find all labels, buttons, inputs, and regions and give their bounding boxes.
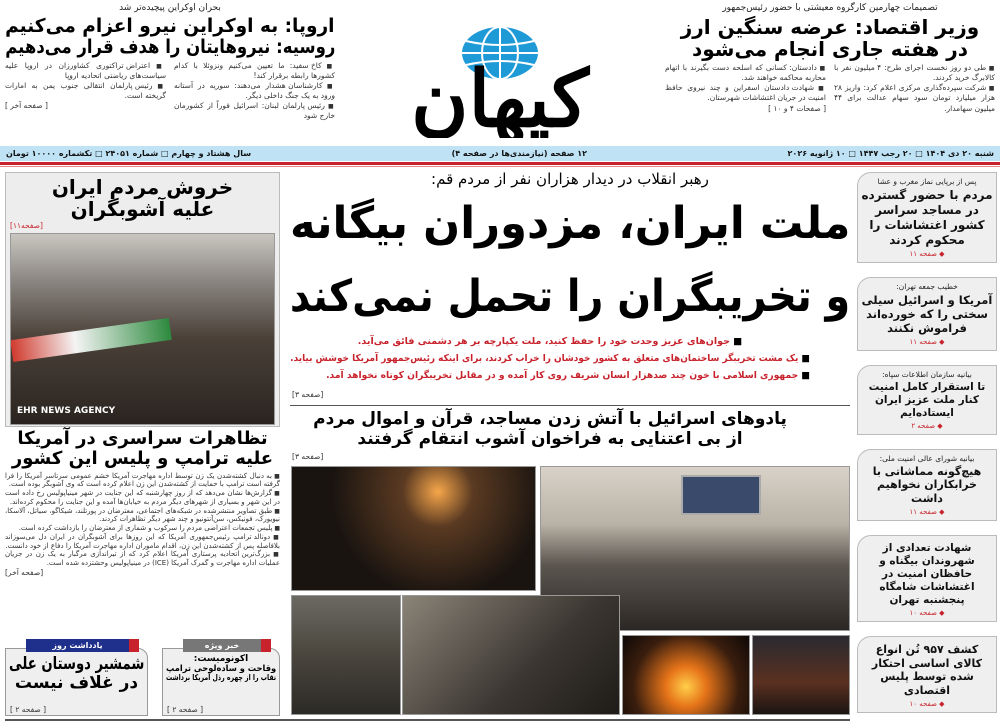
editorial-headline-2: در غلاف نیست (14, 672, 139, 693)
right-card-hoarding[interactable] (857, 636, 997, 713)
second-headline-2: از بی اعتنایی به فراخوان آشوب انتقام گرفتند (357, 428, 743, 449)
page-ref[interactable]: [صفحه آخر] (5, 567, 44, 577)
photo-street-damage (291, 595, 401, 715)
card-kicker: خطیب جمعه تهران: (896, 281, 958, 291)
page-ref[interactable]: [ صفحه ۲ ] (167, 705, 204, 714)
special-kicker: اکونومیست: (193, 654, 249, 664)
photo-burned-bus (752, 635, 850, 715)
photo-protest-crowd (10, 233, 275, 425)
card-title: کشف ۹۵۷ تُن انواع کالای اساسی احتکار شده توسط پلیس اقتصادی (871, 642, 983, 698)
page-ref[interactable]: [ صفحه ۲ ] (10, 705, 47, 714)
card-kicker: بیانیه سازمان اطلاعات سپاه: (882, 369, 972, 379)
box-headline-1: خروش مردم ایران (51, 175, 234, 199)
bullet: ■ کارشناسان هشدار می‌دهند: سوریه در آستانه ورود به یک جنگ داخلی دیگر. (174, 81, 335, 101)
bullet: ■ بزرگ‌ترین اتحادیه پرستاری آمریکا اعلام کرد که از تیراندازی مرگبار به یک زن در جریان عملیات اداره مهاجرت و گمرک آمریکا (ICE) در مینیاپولیس وحشتزده شده است. (5, 550, 280, 568)
bullet: ■ رئیس پارلمان لبنان: اسرائیل فوراً از کشورمان خارج شود (174, 101, 335, 121)
right-column (857, 172, 997, 713)
right-card-friday-prayer[interactable] (857, 277, 997, 351)
card-page: ◆ صفحه ۱۱ (861, 338, 993, 346)
bullet: ■ شرکت سپرده‌گذاری مرکزی اعلام کرد: واریز ۲۸ هزار میلیارد تومان سود سهام عدالت برای ۴۴ میلیون سهامدار. (834, 83, 995, 113)
bullet: ■ شهادت دادستان اسفراین و چند نیروی حافظ امنیت در جریان اغتشاشات شهرستان. (665, 83, 826, 103)
card-title: مردم با حضور گسترده در مساجد سراسر کشور اغتشاشات را محکوم کردند (861, 188, 993, 247)
page-ref[interactable]: [ صفحه آخر ] (5, 101, 48, 111)
date: شنبه ۲۰ دی ۱۴۰۴ □ ۲۰ رجب ۱۴۴۷ □ ۱۰ ژانویه ۲۰۲۶ (787, 149, 994, 158)
masthead-logo (345, 8, 655, 138)
card-page: ◆ صفحه ۱۱ (861, 508, 993, 516)
headline-1: تظاهرات سراسری در آمریکا (17, 428, 268, 449)
special-tag: خبر ویژه (183, 639, 271, 652)
divider (5, 719, 850, 721)
card-kicker: بیانیه شورای عالی امنیت ملی: (879, 453, 975, 463)
editorial-box[interactable] (5, 641, 148, 716)
second-story[interactable] (290, 410, 850, 449)
special-headline-1: وقاحت و ساده‌لوحی ترامپ (165, 663, 276, 674)
card-kicker: پس از برپایی نماز مغرب و عشا (877, 177, 977, 186)
page-ref[interactable]: [صفحه۱۱] (10, 221, 43, 230)
card-page: ◆ صفحه ۱۱ (861, 250, 993, 258)
bullet: ■ پلیس تجمعات اعتراضی مردم را سرکوب و شماری از معترضان را بازداشت کرده است. (5, 524, 280, 533)
main-kicker: رهبر انقلاب در دیدار هزاران نفر از مردم قم: (431, 170, 709, 188)
headline-2: روسیه: نیروهایتان را هدف قرار می‌دهیم (4, 35, 335, 58)
right-card-martyrs[interactable] (857, 535, 997, 623)
divider (290, 405, 850, 406)
editorial-headline-1: شمشیر دوستان علی (8, 654, 144, 674)
headline-1: وزیر اقتصاد: عرضه سنگین ارز (680, 15, 980, 39)
issue-info: سال هشتاد و چهارم □ شماره ۲۴۰۵۱ □ تکشماره ۱۰۰۰۰ تومان (6, 149, 252, 158)
editorial-tag: یادداشت روز (26, 639, 139, 652)
page-ref[interactable]: [ صفحات ۴ و ۱۰ ] (768, 103, 826, 113)
page-ref[interactable]: [صفحه ۳] (292, 452, 324, 461)
bullet: ■ دونالد ترامپ رئیس‌جمهوری آمریکا که این روزها برای آشوبگران در ایران دل می‌سوزاند بلافاصله پس از کشته‌شدن این زن، اقدام ماموران اداره مهاجرت آمریکا را دفاع از خود دانست. (5, 533, 280, 551)
top-right-story[interactable] (665, 3, 995, 144)
pages-info: ۱۲ صفحه (نیازمندی‌ها در صفحه ۴) (451, 149, 588, 158)
special-news-box[interactable] (162, 641, 280, 716)
top-left-story[interactable] (5, 3, 335, 144)
watermark: EHR NEWS AGENCY (17, 406, 116, 416)
card-page: ◆ صفحه ۱۰ (861, 609, 993, 617)
main-story[interactable] (290, 170, 850, 384)
bullet: ■ جوان‌های عزیز وحدت خود را حفظ کنید، ملت یکپارچه بر هر دشمنی فائق می‌آید. (358, 333, 742, 350)
main-headline-2: و تخریبگران را تحمل نمی‌کند (289, 270, 850, 322)
right-card-security-council[interactable] (857, 449, 997, 521)
bullet: ■ کاخ سفید: ما تعیین می‌کنیم ونزوئلا با کدام کشورها رابطه برقرار کند! (174, 61, 335, 81)
kicker: تصمیمات چهارمین کارگروه معیشتی با حضور رئیس‌جمهور (722, 3, 938, 13)
headline-2: در هفته جاری انجام می‌شود (692, 37, 968, 61)
us-protest-story[interactable] (5, 429, 280, 577)
bullet: ■ دادستان: کسانی که اسلحه دست بگیرند با اتهام محاربه محاکمه خواهند شد. (665, 63, 826, 83)
photo-burned-interior (402, 595, 620, 715)
card-page: ◆ صفحه ۱۰ (861, 700, 993, 708)
card-title: تا استقرار کامل امنیت کنار ملت عزیز ایران ایستاده‌ایم (868, 380, 986, 419)
kicker: بحران اوکراین پیچیده‌تر شد (119, 3, 221, 13)
right-card-mosques[interactable] (857, 172, 997, 263)
bullet: ■ یک مشت تخریبگر ساختمان‌های متعلق به کشور خودشان را خراب کردند، برای اینکه رئیس‌جمهور آمریکا خوشش بیاید. (290, 350, 810, 367)
date-bar (0, 146, 1000, 161)
second-headline-1: پادوهای اسرائیل با آتش زدن مساجد، قرآن و اموال مردم (313, 409, 787, 429)
card-title: آمریکا و اسرائیل سیلی سختی را که خورده‌اند فراموش نکنند (861, 292, 993, 336)
special-headline-2: نقاب را از چهره رذل آمریکا برداشت (165, 673, 276, 683)
headline-2: علیه ترامپ و پلیس این کشور (11, 447, 274, 469)
bullet: ■ گزارش‌ها نشان می‌دهد که از روز چهارشنبه که این جنایت در شهر مینیاپولیس رخ داده است در این شهر و بسیاری از شهرهای دیگر مردم به خیابان‌ها آمده و این جنایت را محکوم کرده‌اند. (5, 489, 280, 507)
headline-1: اروپا: به اوکراین نیرو اعزام می‌کنیم (5, 15, 335, 37)
bullet: ■ جمهوری اسلامی با خون چند صدهزار انسان شریف روی کار آمده و در مقابل تخریبگران کوتاه نخواهد آمد. (326, 367, 810, 384)
divider (0, 166, 1000, 167)
divider (0, 162, 1000, 165)
protest-box[interactable] (5, 172, 280, 427)
photo-fire (622, 635, 750, 715)
card-title: هیچ‌گونه مماشاتی با خرابکاران نخواهیم داشت (872, 464, 982, 506)
card-title: شهادت تعدادی از شهروندان بیگناه و حافظان امنیت در اغتشاشات شامگاه پنجشنبه تهران (879, 541, 975, 607)
bullet: ■ طبق تصاویر منتشرشده در شبکه‌های اجتماعی، معترضان در پورتلند، شیکاگو، سیاتل، آلاسکا، نیویورک، فونیکس، سن‌آنتونیو و چند شهر دیگر تظاهرات کردند. (5, 507, 280, 525)
page-ref[interactable]: [صفحه ۳] (292, 390, 324, 399)
main-headline-1: ملت ایران، مزدوران بیگانه (289, 198, 850, 249)
bullet: ■ طی دو روز نخست اجرای طرح: ۴ میلیون نفر با کالابرگ خرید کردند. (834, 63, 995, 83)
bullet: ■ اعتراض تراکتوری کشاورزان در اروپا علیه سیاست‌های ریاضتی اتحادیه اروپا (5, 61, 166, 81)
logo-text: کیهان (411, 54, 589, 138)
globe-logo-icon (345, 8, 655, 138)
bullet: ■ رئیس پارلمان انتقالی جنوب یمن به امارات گریخته است. (5, 81, 166, 101)
photo-burned-cars (291, 466, 536, 591)
right-card-irgc[interactable] (857, 365, 997, 435)
card-page: ◆ صفحه ۲ (861, 422, 993, 430)
bullet: ■ به دنبال کشته‌شدن یک زن توسط اداره مهاجرت آمریکا خشم عمومی سرتاسر آمریکا را فرا گرفته است ترامپ با حمایت از کشته‌شدن این زن اعلام کرده است که وی آشوبگر بوده است. (5, 472, 280, 490)
box-headline-2: علیه آشوبگران (70, 197, 215, 221)
